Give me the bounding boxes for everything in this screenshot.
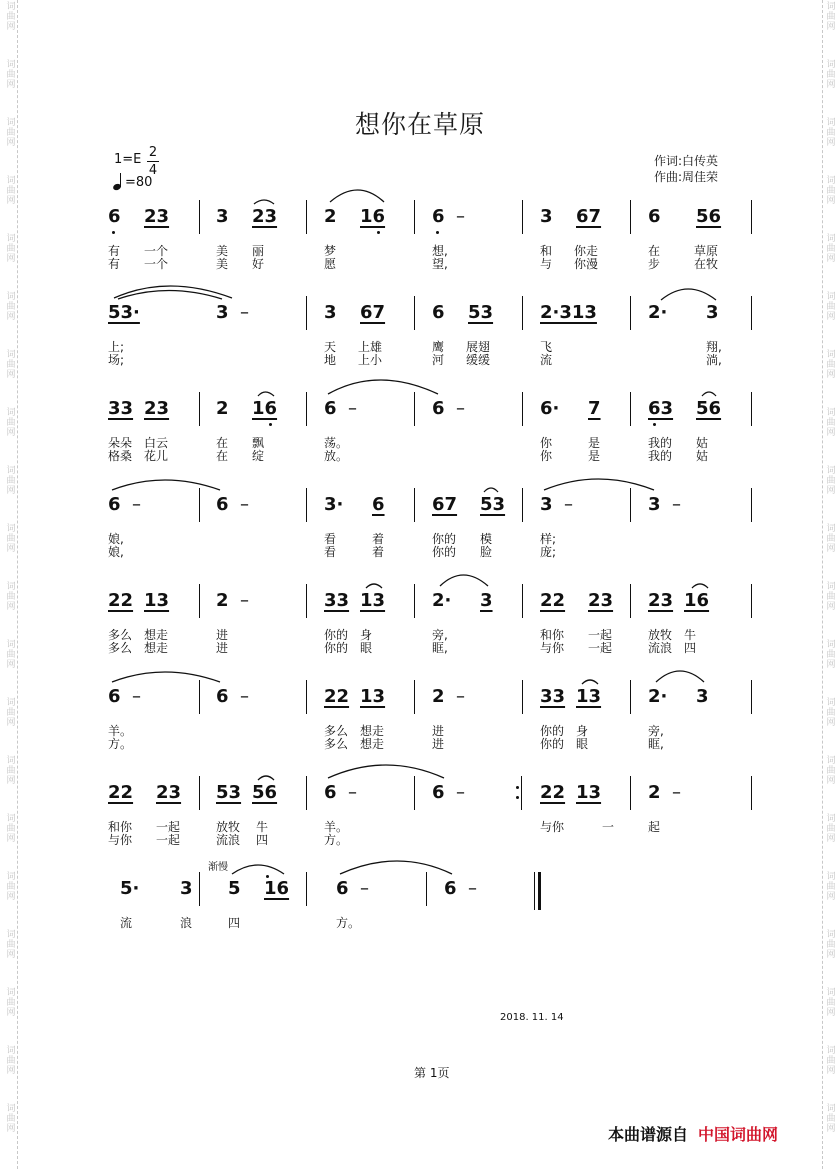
lyric: 进 (216, 641, 229, 655)
lyric: 美 (216, 244, 229, 258)
note: 6 (432, 206, 445, 227)
lyric: 你的 (324, 628, 349, 642)
lyric: 一个 (144, 257, 169, 271)
note: 2 (216, 590, 229, 611)
note: 67 (432, 494, 458, 515)
lyricist: 作词:白传英 (654, 154, 719, 168)
lyric: 旁, (432, 628, 448, 642)
dash: – (132, 686, 141, 707)
note: 3 (216, 206, 229, 227)
score-row (108, 680, 752, 760)
lyric: 花儿 (144, 449, 169, 463)
dash: – (468, 878, 477, 899)
lyric: 河 (432, 353, 445, 367)
note: 3 (706, 302, 719, 323)
note: 6 (216, 494, 229, 515)
lyric: 你的 (324, 641, 349, 655)
lyric: 庞; (540, 545, 557, 559)
lyric: 与你 (108, 833, 133, 847)
tempo-marking (113, 174, 152, 190)
watermark: 词 曲 网 (826, 1046, 836, 1076)
lyric: 流浪 (216, 833, 241, 847)
lyric: 和你 (108, 820, 133, 834)
time-signature-bottom: 4 (148, 163, 158, 178)
watermark: 词 曲 网 (826, 582, 836, 612)
note: 33 (540, 686, 566, 707)
dash: – (456, 206, 465, 227)
watermark: 词 曲 网 (826, 292, 836, 322)
lyric: 方。 (108, 737, 133, 751)
lyric: 牛 (684, 628, 697, 642)
ritardando-marking: 渐慢 (208, 862, 228, 873)
lyric: 丽 (252, 244, 265, 258)
lyric: 放牧 (216, 820, 241, 834)
note: 22 (108, 590, 134, 611)
note: 2 (324, 206, 337, 227)
watermark: 词 曲 网 (826, 408, 836, 438)
credits (654, 153, 718, 185)
note: 6 (324, 398, 337, 419)
note: 6 (372, 494, 385, 515)
note: 2·313 (540, 302, 597, 323)
dash: – (456, 782, 465, 803)
lyric: 四 (256, 833, 269, 847)
lyric: 一起 (588, 628, 613, 642)
lyric: 进 (432, 724, 445, 738)
note: 3 (648, 494, 661, 515)
lyric: 方。 (336, 916, 361, 930)
watermark: 词 曲 网 (6, 408, 16, 438)
slur-lines (108, 200, 752, 240)
watermark: 词 曲 网 (6, 698, 16, 728)
note: 7 (588, 398, 601, 419)
watermark: 词 曲 网 (826, 350, 836, 380)
lyric: 看 (324, 545, 337, 559)
quarter-note-icon (113, 174, 125, 190)
note: 3 (216, 302, 229, 323)
lyric: 我的 (648, 436, 673, 450)
lyric: 有 (108, 244, 121, 258)
dash: – (348, 398, 357, 419)
lyric: 你 (540, 449, 553, 463)
note: 22 (324, 686, 350, 707)
note: 56 (696, 206, 722, 227)
note: 3 (180, 878, 193, 899)
note: 5· (120, 878, 140, 899)
note: 13 (144, 590, 170, 611)
note: 22 (108, 782, 134, 803)
note: 63 (648, 398, 674, 419)
note: 6 (216, 686, 229, 707)
watermark: 词 曲 网 (826, 466, 836, 496)
lyric: 愿 (324, 257, 337, 271)
note: 23 (648, 590, 674, 611)
dash: – (360, 878, 369, 899)
lyric: 一起 (156, 820, 181, 834)
lyric: 上小 (358, 353, 383, 367)
slur-lines (108, 296, 752, 336)
dash: – (564, 494, 573, 515)
watermark: 词 曲 网 (6, 176, 16, 206)
right-margin-guide (822, 0, 836, 1169)
lyric: 鹰 (432, 340, 445, 354)
dash: – (240, 686, 249, 707)
note: 3 (696, 686, 709, 707)
note: 2· (432, 590, 452, 611)
lyric: 起 (648, 820, 661, 834)
dash: – (240, 302, 249, 323)
lyric: 步 (648, 257, 661, 271)
key-signature: 1=E (114, 152, 142, 167)
watermark: 词 曲 网 (826, 176, 836, 206)
note: 6 (432, 782, 445, 803)
watermark: 词 曲 网 (826, 60, 836, 90)
score-row (108, 862, 752, 952)
lyric: 在 (216, 436, 229, 450)
lyric: 你的 (432, 532, 457, 546)
slur-lines (108, 872, 752, 912)
note: 6 (324, 782, 337, 803)
watermark: 词 曲 网 (826, 872, 836, 902)
lyric: 流 (120, 916, 133, 930)
note: 16 (684, 590, 710, 611)
score-row (108, 488, 752, 568)
lyric: 放牧 (648, 628, 673, 642)
lyric: 上; (108, 340, 125, 354)
lyric: 白云 (144, 436, 169, 450)
lyric: 飞 (540, 340, 553, 354)
note: 2· (648, 302, 668, 323)
lyric: 在 (216, 449, 229, 463)
lyric: 着 (372, 545, 385, 559)
lyric: 缓缓 (466, 353, 491, 367)
lyric: 羊。 (108, 724, 133, 738)
lyric: 和你 (540, 628, 565, 642)
dash: – (672, 494, 681, 515)
lyric: 身 (360, 628, 373, 642)
lyric: 多么 (108, 641, 133, 655)
lyric: 淌, (706, 353, 722, 367)
time-signature-top: 2 (148, 145, 158, 160)
lyric: 想走 (144, 628, 169, 642)
watermark: 词 曲 网 (826, 118, 836, 148)
lyric: 牛 (256, 820, 269, 834)
note: 2 (648, 782, 661, 803)
score-row (108, 200, 752, 280)
slur-lines (108, 488, 752, 528)
note: 6 (444, 878, 457, 899)
watermark: 词 曲 网 (6, 640, 16, 670)
song-title: 想你在草原 (354, 110, 485, 139)
lyric: 你的 (540, 737, 565, 751)
watermark: 词 曲 网 (6, 292, 16, 322)
note: 33 (108, 398, 134, 419)
lyric: 你走 (574, 244, 599, 258)
lyric: 模 (480, 532, 493, 546)
lyric: 朵朵 (108, 436, 133, 450)
lyric: 天 (324, 340, 337, 354)
note: 13 (576, 686, 602, 707)
lyric: 在牧 (694, 257, 719, 271)
dash: – (456, 686, 465, 707)
lyric: 你的 (540, 724, 565, 738)
watermark: 词 曲 网 (826, 1104, 836, 1134)
note: 56 (696, 398, 722, 419)
lyric: 和 (540, 244, 553, 258)
lyric: 你 (540, 436, 553, 450)
note: 16 (252, 398, 278, 419)
lyric: 娘, (108, 532, 124, 546)
watermark: 词 曲 网 (826, 698, 836, 728)
lyric: 眼 (576, 737, 589, 751)
watermark: 词 曲 网 (6, 2, 16, 32)
dash: – (240, 590, 249, 611)
lyric: 流 (540, 353, 553, 367)
note: 3 (324, 302, 337, 323)
note: 22 (540, 590, 566, 611)
note: 53 (468, 302, 494, 323)
score-row (108, 776, 752, 856)
slur-lines (108, 392, 752, 432)
watermark: 词 曲 网 (6, 988, 16, 1018)
watermark: 词 曲 网 (6, 60, 16, 90)
dash: – (456, 398, 465, 419)
note: 6 (108, 494, 121, 515)
note: 22 (540, 782, 566, 803)
watermark: 词 曲 网 (6, 872, 16, 902)
lyric: 与你 (540, 641, 565, 655)
note: 6· (540, 398, 560, 419)
watermark: 词 曲 网 (826, 524, 836, 554)
watermark: 词 曲 网 (826, 640, 836, 670)
note: 23 (144, 206, 170, 227)
score-row (108, 584, 752, 664)
watermark: 词 曲 网 (6, 1104, 16, 1134)
watermark: 词 曲 网 (826, 2, 836, 32)
lyric: 旁, (648, 724, 664, 738)
note: 2 (432, 686, 445, 707)
lyric: 荡。 (324, 436, 349, 450)
lyric: 好 (252, 257, 265, 271)
lyric: 多么 (324, 737, 349, 751)
lyric: 眶, (432, 641, 448, 655)
note: 6 (432, 302, 445, 323)
date: 2018. 11. 14 (500, 1012, 564, 1023)
note: 56 (252, 782, 278, 803)
note: 5 (228, 878, 241, 899)
lyric: 翔, (706, 340, 722, 354)
watermark: 词 曲 网 (826, 988, 836, 1018)
watermark: 词 曲 网 (6, 1046, 16, 1076)
note: 13 (360, 590, 386, 611)
watermark: 词 曲 网 (6, 524, 16, 554)
note: 23 (252, 206, 278, 227)
note: 23 (144, 398, 170, 419)
slur-lines (108, 584, 752, 624)
lyric: 姑 (696, 436, 709, 450)
lyric: 想, (432, 244, 448, 258)
note: 16 (264, 878, 290, 899)
lyric: 在 (648, 244, 661, 258)
note: 3 (540, 206, 553, 227)
lyric: 有 (108, 257, 121, 271)
note: 6 (432, 398, 445, 419)
watermark: 词 曲 网 (6, 582, 16, 612)
note: 53· (108, 302, 140, 323)
dash: – (348, 782, 357, 803)
lyric: 与 (540, 257, 553, 271)
lyric: 望, (432, 257, 448, 271)
lyric: 我的 (648, 449, 673, 463)
dash: – (132, 494, 141, 515)
lyric: 想走 (360, 737, 385, 751)
lyric: 身 (576, 724, 589, 738)
lyric: 与你 (540, 820, 565, 834)
slur-lines (108, 680, 752, 720)
lyric: 着 (372, 532, 385, 546)
lyric: 方。 (324, 833, 349, 847)
lyric: 场; (108, 353, 125, 367)
lyric: 脸 (480, 545, 493, 559)
composer: 作曲:周佳荣 (654, 170, 719, 184)
watermark: 词 曲 网 (6, 930, 16, 960)
lyric: 进 (216, 628, 229, 642)
note: 33 (324, 590, 350, 611)
lyric: 是 (588, 449, 601, 463)
note: 3· (324, 494, 344, 515)
lyric: 进 (432, 737, 445, 751)
score-row (108, 296, 752, 376)
left-margin-guide (4, 0, 18, 1169)
lyric: 想走 (144, 641, 169, 655)
dash: – (672, 782, 681, 803)
lyric: 四 (228, 916, 241, 930)
watermark: 词 曲 网 (826, 234, 836, 264)
lyric: 地 (324, 353, 337, 367)
page-number: 第 1页 (414, 1066, 450, 1080)
note: 13 (576, 782, 602, 803)
note: 3 (540, 494, 553, 515)
lyric: 草原 (694, 244, 719, 258)
watermark: 词 曲 网 (826, 814, 836, 844)
note: 53 (216, 782, 242, 803)
note: 23 (588, 590, 614, 611)
watermark: 词 曲 网 (6, 466, 16, 496)
note: 6 (108, 206, 121, 227)
note: 6 (648, 206, 661, 227)
lyric: 看 (324, 532, 337, 546)
watermark: 词 曲 网 (6, 756, 16, 786)
lyric: 放。 (324, 449, 349, 463)
watermark: 词 曲 网 (826, 756, 836, 786)
source-credit (608, 1122, 778, 1145)
lyric: 四 (684, 641, 697, 655)
slur-lines (108, 776, 752, 816)
lyric: 多么 (108, 628, 133, 642)
lyric: 一起 (156, 833, 181, 847)
watermark: 词 曲 网 (826, 930, 836, 960)
note: 67 (576, 206, 602, 227)
note: 13 (360, 686, 386, 707)
note: 2· (648, 686, 668, 707)
note: 6 (108, 686, 121, 707)
watermark: 词 曲 网 (6, 118, 16, 148)
lyric: 美 (216, 257, 229, 271)
source-label: 本曲谱源自 (608, 1125, 689, 1144)
lyric: 多么 (324, 724, 349, 738)
lyric: 想走 (360, 724, 385, 738)
lyric: 梦 (324, 244, 337, 258)
lyric: 浪 (180, 916, 193, 930)
lyric: 姑 (696, 449, 709, 463)
lyric: 绽 (252, 449, 265, 463)
lyric: 一个 (144, 244, 169, 258)
note: 3 (480, 590, 493, 611)
lyric: 一 (602, 820, 615, 834)
source-site: 中国词曲网 (698, 1125, 779, 1144)
lyric: 眶, (648, 737, 664, 751)
lyric: 样; (540, 532, 557, 546)
note: 16 (360, 206, 386, 227)
note: 67 (360, 302, 386, 323)
lyric: 格桑 (108, 449, 133, 463)
tempo-value: =80 (125, 175, 153, 190)
lyric: 飘 (252, 436, 265, 450)
dash: – (240, 494, 249, 515)
watermark: 词 曲 网 (6, 350, 16, 380)
lyric: 娘, (108, 545, 124, 559)
lyric: 羊。 (324, 820, 349, 834)
watermark: 词 曲 网 (6, 814, 16, 844)
lyric: 流浪 (648, 641, 673, 655)
note: 6 (336, 878, 349, 899)
lyric: 你漫 (574, 257, 599, 271)
watermark: 词 曲 网 (6, 234, 16, 264)
score-row (108, 392, 752, 472)
lyric: 展翅 (466, 340, 491, 354)
lyric: 是 (588, 436, 601, 450)
lyric: 一起 (588, 641, 613, 655)
note: 23 (156, 782, 182, 803)
note: 53 (480, 494, 506, 515)
lyric: 你的 (432, 545, 457, 559)
lyric: 上雄 (358, 340, 383, 354)
note: 2 (216, 398, 229, 419)
lyric: 眼 (360, 641, 373, 655)
